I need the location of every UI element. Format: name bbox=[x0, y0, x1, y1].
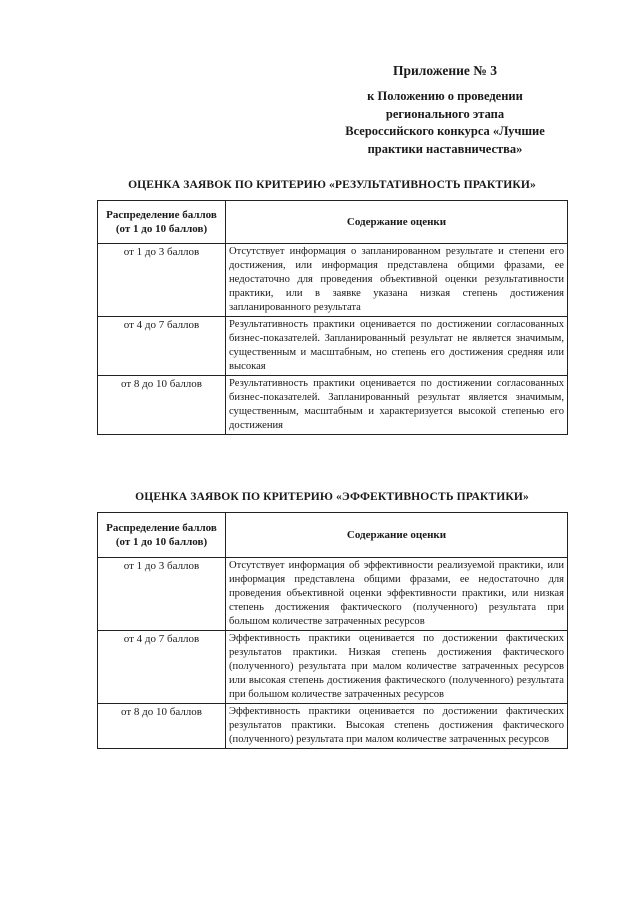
section-effectiveness-results bbox=[97, 178, 567, 435]
column-header-score: Распределение баллов (от 1 до 10 баллов) bbox=[98, 513, 226, 558]
score-range: от 8 до 10 баллов bbox=[98, 376, 226, 435]
table-row bbox=[98, 631, 568, 704]
column-header-content: Содержание оценки bbox=[226, 201, 568, 244]
section-title: ОЦЕНКА ЗАЯВОК ПО КРИТЕРИЮ «ЭФФЕКТИВНОСТЬ ПРАКТИКИ» bbox=[135, 490, 529, 503]
score-description: Эффективность практики оценивается по достижении фактических результатов практики. Высокая степень достижения фактического (полученного) результата при малом количестве затраченных ресурсов bbox=[226, 704, 568, 749]
appendix-line: Всероссийского конкурса «Лучшие bbox=[345, 124, 545, 138]
score-description: Отсутствует информация о запланированном результате и степени его достижения, или информация представлена общими фразами, ее недостаточно для проведения объективной оценки результативности практики, или в заявке указана низкая степень достижения запланированного результата bbox=[226, 244, 568, 317]
table-row bbox=[98, 558, 568, 631]
table-header-row bbox=[98, 513, 568, 558]
score-range: от 4 до 7 баллов bbox=[98, 631, 226, 704]
appendix-line: практики наставничества» bbox=[367, 141, 523, 156]
score-description: Эффективность практики оценивается по достижении фактических результатов практики. Низкая степень достижения фактического (полученного) результата при малом количестве затраченных ресурсов или высокая степень достижения фактического (полученного) результата при большом количестве затраченных ресурсов bbox=[226, 631, 568, 704]
score-range: от 8 до 10 баллов bbox=[98, 704, 226, 749]
score-description: Результативность практики оценивается по достижении согласованных бизнес-показателей. Запланированный результат не является значимым, существенным и масштабным, но степень его достижения средняя или высокая bbox=[226, 317, 568, 376]
criteria-table bbox=[97, 200, 568, 435]
appendix-header bbox=[300, 62, 590, 158]
appendix-line: регионального этапа bbox=[385, 106, 505, 121]
table-header-row bbox=[98, 201, 568, 244]
column-header-score: Распределение баллов (от 1 до 10 баллов) bbox=[98, 201, 226, 244]
criteria-table bbox=[97, 512, 568, 749]
appendix-number: Приложение № 3 bbox=[393, 63, 497, 78]
table-row bbox=[98, 244, 568, 317]
table-row bbox=[98, 376, 568, 435]
appendix-line: к Положению о проведении bbox=[367, 89, 523, 103]
score-range: от 1 до 3 баллов bbox=[98, 244, 226, 317]
table-row bbox=[98, 704, 568, 749]
column-header-content: Содержание оценки bbox=[226, 513, 568, 558]
score-description: Результативность практики оценивается по достижении согласованных бизнес-показателей. Запланированный результат является значимым, существенным, масштабным и характеризуется высокой степенью его достижения bbox=[226, 376, 568, 435]
table-row bbox=[98, 317, 568, 376]
section-title: ОЦЕНКА ЗАЯВОК ПО КРИТЕРИЮ «РЕЗУЛЬТАТИВНОСТЬ ПРАКТИКИ» bbox=[128, 178, 536, 191]
appendix-reference bbox=[300, 88, 590, 158]
section-effectiveness-practice bbox=[97, 490, 567, 749]
score-range: от 1 до 3 баллов bbox=[98, 558, 226, 631]
score-description: Отсутствует информация об эффективности реализуемой практики, или информация представлена общими фразами, ее недостаточно для проведения объективной оценки эффективности практики, или низкая степень достижения фактического (полученного) результата при большом количестве затраченных ресурсов bbox=[226, 558, 568, 631]
score-range: от 4 до 7 баллов bbox=[98, 317, 226, 376]
